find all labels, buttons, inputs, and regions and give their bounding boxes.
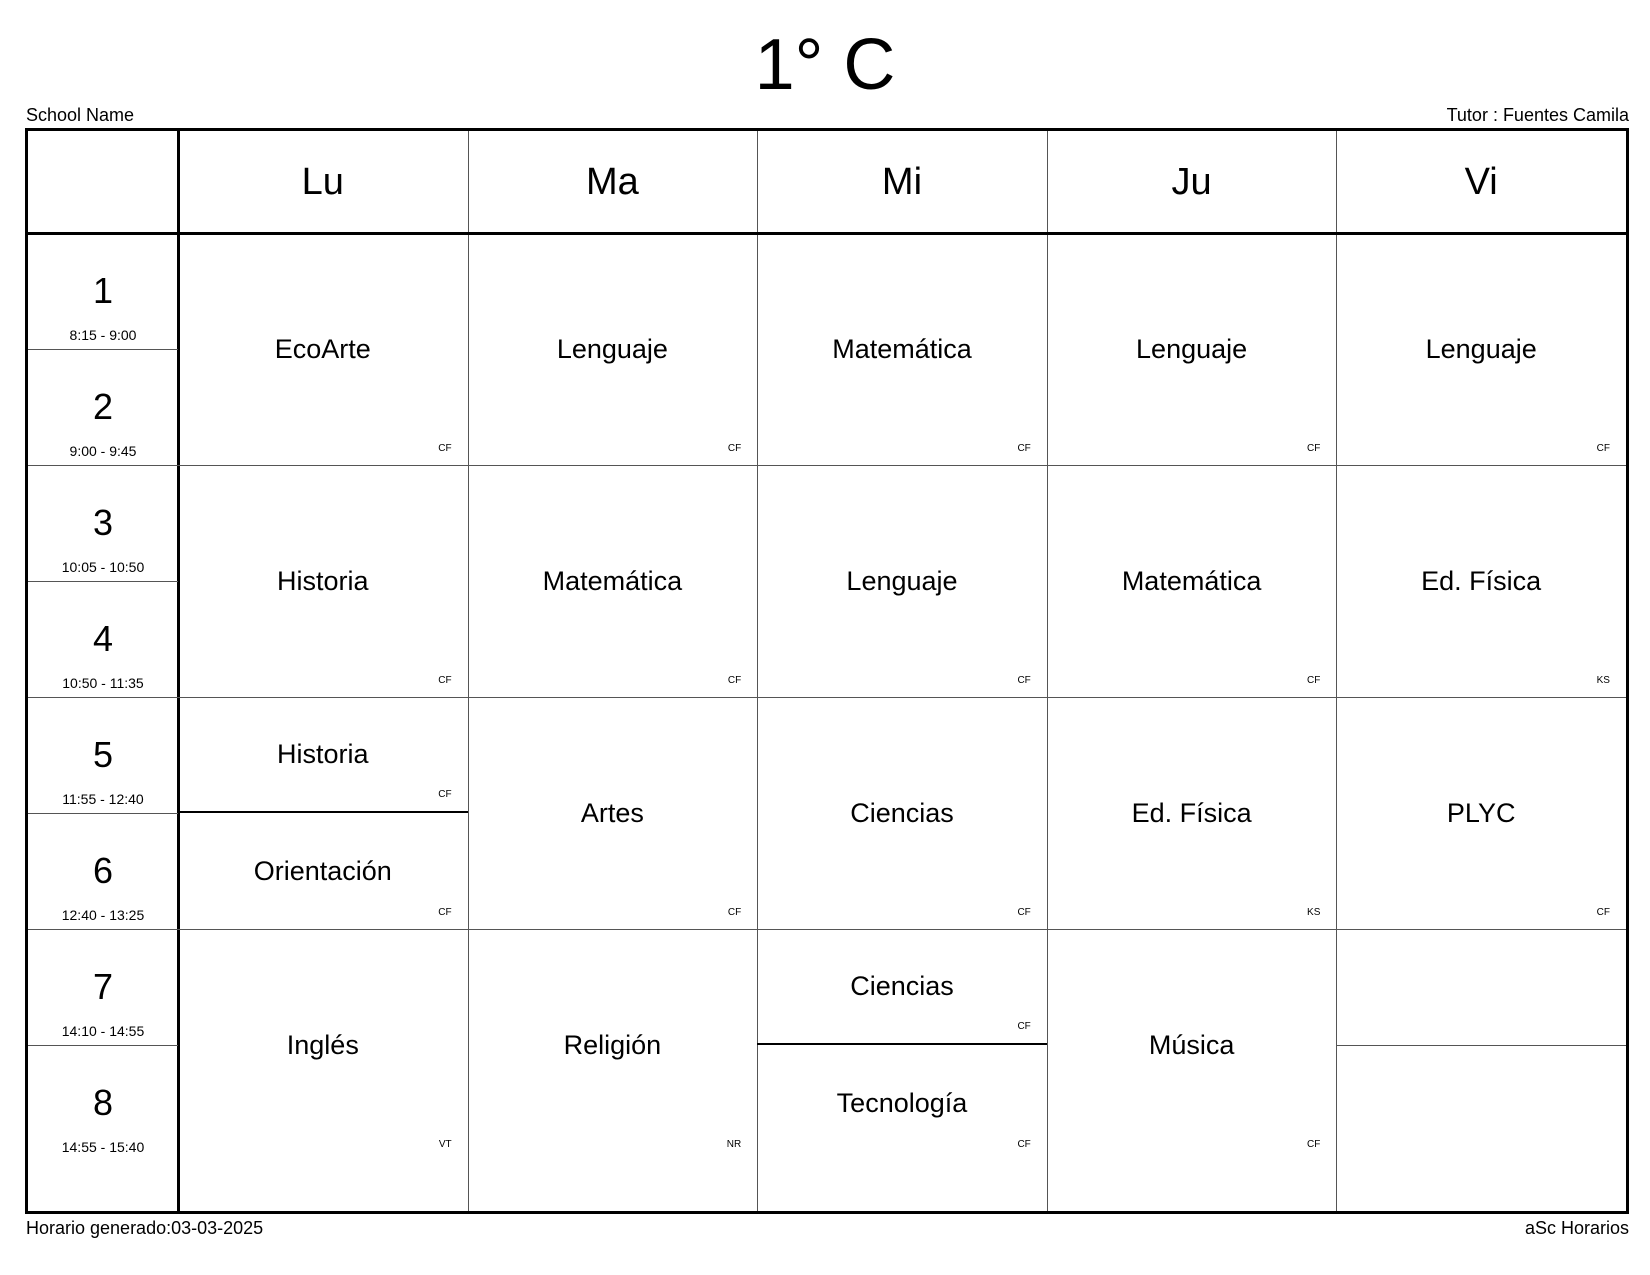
lesson-cell[interactable] bbox=[178, 233, 468, 465]
app-brand: aSc Horarios bbox=[1524, 1218, 1629, 1238]
period-number: 1 bbox=[92, 270, 114, 311]
lesson-subject: Ciencias bbox=[850, 798, 954, 828]
lesson-cell[interactable] bbox=[178, 697, 468, 813]
lesson-cell[interactable] bbox=[468, 233, 758, 465]
lesson-subject: Matemática bbox=[542, 566, 683, 596]
lesson-subject: Matemática bbox=[832, 334, 972, 364]
lesson-cell[interactable] bbox=[757, 233, 1047, 465]
lesson-cell[interactable] bbox=[178, 813, 468, 929]
lesson-cell[interactable] bbox=[468, 465, 758, 697]
lesson-teacher: CF bbox=[1307, 675, 1321, 686]
timetable-grid bbox=[25, 128, 1629, 1214]
period-number: 8 bbox=[92, 1082, 114, 1123]
lesson-subject: Lenguaje bbox=[846, 566, 958, 596]
lesson-subject: Lenguaje bbox=[1136, 334, 1248, 364]
lesson-teacher: CF bbox=[438, 675, 452, 686]
lesson-teacher: VT bbox=[438, 1139, 452, 1150]
lesson-teacher: CF bbox=[1017, 675, 1031, 686]
lesson-teacher: CF bbox=[1017, 1139, 1031, 1150]
period-number: 7 bbox=[92, 966, 114, 1007]
day-header: Vi bbox=[1464, 160, 1498, 203]
period-label bbox=[28, 581, 178, 697]
lesson-subject: Historia bbox=[277, 566, 369, 596]
lesson-cell[interactable] bbox=[1047, 697, 1337, 929]
lesson-subject: Matemática bbox=[1121, 566, 1262, 596]
lesson-cell[interactable] bbox=[178, 929, 468, 1161]
day-header: Lu bbox=[301, 160, 344, 203]
period-number: 4 bbox=[92, 618, 114, 659]
lesson-teacher: KS bbox=[1596, 675, 1610, 686]
period-divider bbox=[28, 929, 178, 930]
period-label bbox=[28, 233, 178, 349]
period-time: 9:00 - 9:45 bbox=[69, 443, 137, 459]
lesson-subject: Ciencias bbox=[850, 971, 954, 1001]
lesson-cell[interactable] bbox=[1336, 697, 1626, 929]
lesson-teacher: CF bbox=[1017, 443, 1031, 454]
period-time: 14:55 - 15:40 bbox=[61, 1139, 145, 1155]
lesson-cell[interactable] bbox=[1047, 233, 1337, 465]
lesson-teacher: CF bbox=[1017, 1021, 1031, 1032]
empty-slot-divider bbox=[1336, 1045, 1626, 1046]
lesson-cell[interactable] bbox=[1047, 465, 1337, 697]
lesson-cell[interactable] bbox=[1047, 929, 1337, 1161]
lesson-teacher: CF bbox=[438, 789, 452, 800]
lesson-subject: PLYC bbox=[1446, 798, 1516, 828]
lesson-teacher: KS bbox=[1307, 907, 1321, 918]
period-number: 5 bbox=[92, 734, 114, 775]
period-time: 11:55 - 12:40 bbox=[62, 791, 144, 807]
lesson-cell[interactable] bbox=[468, 697, 758, 929]
lesson-cell[interactable] bbox=[178, 465, 468, 697]
lesson-cell[interactable] bbox=[757, 697, 1047, 929]
day-header: Ma bbox=[585, 160, 639, 203]
period-time: 14:10 - 14:55 bbox=[61, 1023, 145, 1039]
period-divider bbox=[28, 465, 178, 466]
period-divider bbox=[28, 813, 178, 814]
period-number: 6 bbox=[92, 850, 114, 891]
day-header: Mi bbox=[881, 160, 923, 203]
lesson-cell[interactable] bbox=[757, 1045, 1047, 1161]
period-label bbox=[28, 465, 178, 581]
period-time: 12:40 - 13:25 bbox=[61, 907, 145, 923]
lesson-teacher: NR bbox=[726, 1139, 742, 1150]
lesson-subject: Lenguaje bbox=[556, 334, 668, 364]
lesson-teacher: CF bbox=[1307, 1139, 1321, 1150]
school-name: School Name bbox=[26, 105, 135, 125]
period-time: 8:15 - 9:00 bbox=[69, 327, 137, 343]
lesson-cell[interactable] bbox=[757, 465, 1047, 697]
lesson-teacher: CF bbox=[727, 675, 742, 686]
day-header: Ju bbox=[1171, 160, 1212, 203]
lesson-teacher: CF bbox=[1017, 907, 1031, 918]
period-number: 3 bbox=[92, 502, 114, 543]
lesson-cell[interactable] bbox=[1336, 465, 1626, 697]
lesson-cell[interactable] bbox=[1336, 233, 1626, 465]
period-label bbox=[28, 349, 178, 465]
lesson-cell[interactable] bbox=[468, 929, 758, 1161]
lesson-teacher: CF bbox=[438, 907, 452, 918]
lesson-subject: Ed. Física bbox=[1131, 798, 1252, 828]
period-number: 2 bbox=[92, 386, 114, 427]
lesson-teacher: CF bbox=[727, 907, 742, 918]
lesson-subject: Ed. Física bbox=[1421, 566, 1542, 596]
lesson-teacher: CF bbox=[438, 443, 452, 454]
period-divider bbox=[28, 581, 178, 582]
lesson-teacher: CF bbox=[727, 443, 742, 454]
lesson-subject: Lenguaje bbox=[1425, 334, 1537, 364]
lesson-teacher: CF bbox=[1596, 443, 1610, 454]
lesson-cell[interactable] bbox=[757, 929, 1047, 1045]
lesson-subject: EcoArte bbox=[274, 334, 371, 364]
period-time: 10:05 - 10:50 bbox=[61, 559, 145, 575]
period-divider bbox=[28, 1045, 178, 1046]
period-label bbox=[28, 929, 178, 1045]
lesson-subject: Historia bbox=[277, 739, 369, 769]
period-divider bbox=[28, 697, 178, 698]
lesson-subject: Tecnología bbox=[836, 1088, 968, 1118]
lesson-teacher: CF bbox=[1307, 443, 1321, 454]
period-label bbox=[28, 1045, 178, 1161]
period-label bbox=[28, 813, 178, 929]
lesson-subject: Artes bbox=[580, 798, 644, 828]
lesson-subject: Religión bbox=[563, 1030, 662, 1060]
page-title: 1° C bbox=[754, 25, 896, 105]
period-label bbox=[28, 697, 178, 813]
generated-date: Horario generado:03-03-2025 bbox=[26, 1218, 264, 1238]
tutor-label: Tutor : Fuentes Camila bbox=[1446, 105, 1629, 125]
lesson-subject: Música bbox=[1148, 1030, 1235, 1060]
period-divider bbox=[28, 349, 178, 350]
lesson-subject: Orientación bbox=[253, 856, 392, 886]
lesson-teacher: CF bbox=[1596, 907, 1610, 918]
lesson-subject: Inglés bbox=[286, 1030, 359, 1060]
period-time: 10:50 - 11:35 bbox=[62, 675, 144, 691]
